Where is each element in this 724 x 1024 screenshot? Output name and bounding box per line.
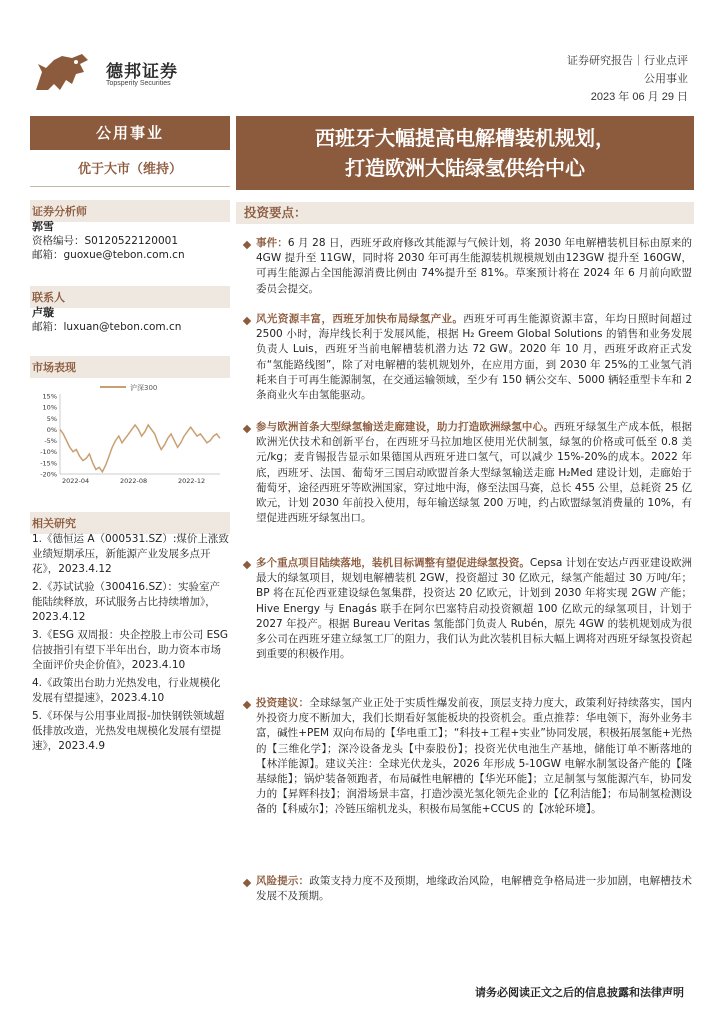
y-tick-label: -5%: [44, 437, 57, 446]
y-tick-label: -15%: [40, 459, 57, 468]
invest-heading: 投资要点：: [236, 202, 694, 224]
para-event: [242, 236, 692, 297]
related-item[interactable]: 2.《苏试试验（300416.SZ）：实验室产能陆续释放，环试服务占比持续增加》，2023.4.12: [32, 581, 221, 623]
x-tick-label: 2022-12: [178, 477, 206, 485]
contact-email[interactable]: 邮箱：luxuan@tebon.com.cn: [32, 321, 182, 333]
company-logo: [32, 50, 232, 96]
para-risk: [242, 874, 692, 904]
legend-label: 沪深300: [130, 384, 158, 392]
y-tick-label: -20%: [40, 470, 57, 479]
para-body: 西班牙绿氢生产成本低，根据欧洲光伏技术和创新平台，在西班牙马拉加地区使用光伏制氢，绿氢的价格或可低至 0.8 美元/kg；麦肯锡报告显示如果德国从西班牙进口氢气，可以减少 15%-20%的成本。2022 年底，西班牙、法国、葡萄牙三国启动欧盟首条大型绿氢输送走廊 H₂Med 建设计划，走廊始于葡萄牙，途径西班牙等欧洲国家，穿过地中海，修至法国马赛，总长 455 公里，总耗资 25 亿欧元，计划 2030 年前投入使用，每年输送绿氢 200 万吨，约占欧盟绿氢消费量的 10%，有望促进西班牙绿氢出口。: [256, 421, 693, 525]
contact-heading: 联系人: [30, 286, 230, 308]
report-meta: [567, 52, 688, 106]
title-line-2: 打造欧洲大陆绿氢供给中心: [345, 156, 585, 180]
para-resources: [242, 312, 692, 403]
analyst-block: [32, 220, 230, 262]
related-item[interactable]: 5.《环保与公用事业周报-加快钢铁领域超低排放改造，光热发电规模化发展有望提速》，2023.4.9: [32, 710, 225, 752]
para-body: Cepsa 计划在安达卢西亚建设欧洲最大的绿氢项目，规划电解槽装机 2GW，投资超过 30 亿欧元，绿氢产能超过 30 万吨/年；BP 将在瓦伦西亚建设绿色氢集群，投资达 20 亿欧元，计划到 2030 年将实现 2GW 产能；Hive Energy 与 Enagás 联手在阿尔巴塞特启动投资额超 100 亿欧元的绿氢项目，计划于 2027 年投产。根据 Bureau Veritas 氢能部门负责人 Rubén，原先 4GW 的装机规划成为很多公司在西班牙建立绿氢工厂的阻力，我们认为此次装机目标大幅上调将对西班牙绿氢投资起到重要的积极作用。: [256, 557, 692, 661]
analyst-cert: 资格编号：S0120522120001: [32, 235, 179, 247]
bull-logo-icon: [32, 50, 94, 96]
para-lead: 风光资源丰富，西班牙加快布局绿氢产业。: [256, 313, 464, 325]
para-advice: [242, 696, 692, 818]
brand-name-en: Topsperity Securities: [106, 80, 171, 87]
related-item[interactable]: 1.《德恒运 A（000531.SZ）:煤价上涨致业绩短期承压，新能源产业发展多点开花》，2023.4.12: [32, 533, 229, 575]
para-body: 政策支持力度不及预期，地缘政治风险，电解槽竞争格局进一步加剧，电解槽技术发展不及预期。: [256, 875, 692, 903]
report-sector: 公用事业: [644, 72, 688, 85]
market-heading: 市场表现: [30, 356, 230, 378]
analyst-name: 郭雪: [32, 220, 54, 233]
market-performance-chart: [30, 382, 230, 492]
brand-name-cn: 德邦证券: [106, 62, 178, 82]
para-projects: [242, 556, 692, 662]
related-heading: 相关研究: [30, 512, 230, 534]
rating: 优于大市（维持）: [77, 162, 182, 177]
para-lead: 投资建议：: [256, 697, 310, 709]
report-type: 证券研究报告｜行业点评: [567, 54, 688, 67]
contact-block: [32, 306, 230, 334]
y-tick-label: -10%: [40, 448, 57, 457]
para-lead: 参与欧洲首条大型绿氢输送走廊建设，助力打造欧洲绿氢中心。: [256, 421, 554, 433]
related-item[interactable]: 4.《政策出台助力光热发电，行业规模化发展有望提速》，2023.4.10: [32, 677, 221, 704]
series-line-hs300: [60, 425, 220, 472]
y-tick-label: 15%: [42, 392, 57, 401]
report-title: [236, 116, 694, 190]
report-date: 2023 年 06 月 29 日: [590, 91, 688, 103]
para-corridor: [242, 420, 692, 526]
disclaimer-footer[interactable]: 请务必阅读正文之后的信息披露和法律声明: [475, 986, 684, 999]
related-item[interactable]: 3.《ESG 双周报：央企控股上市公司 ESG 信披指引有望下半年出台，助力资本市场全面评价央企价值》，2023.4.10: [32, 629, 229, 671]
para-body: 西班牙可再生能源资源丰富，年均日照时间超过 2500 小时，海岸线长利于发展风能，根据 H₂ Greem Global Solutions 的销售和业务发展负责人 Luis，西班牙当前电解槽装机潜力达 72 GW。2020 年 10 月，西班牙政府正式发布“氢能路线图”，除了对电解槽的装机规划外，在应用方面，到 2030 年 25%的工业氢气消耗来自于可再生能源制氢，在交通运输领域，至少有 150 辆公交车、5000 辆轻重型卡车和 2 条商业火车由氢能驱动。: [256, 313, 693, 402]
x-tick-label: 2022-04: [62, 477, 90, 485]
analyst-email[interactable]: 邮箱：guoxue@tebon.com.cn: [32, 249, 185, 261]
para-body: 6 月 28 日，西班牙政府修改其能源与气候计划，将 2030 年电解槽装机目标由原来的 4GW 提升至 11GW，同时将 2030 年可再生能源装机规模规划由123GW 提升至 160GW，可再生能源占全国能源消费比例由 74%提升至 81%。草案预计将在 2024 年 6 月前向欧盟委员会提交。: [256, 237, 692, 295]
title-line-1: 西班牙大幅提高电解槽装机规划，: [315, 126, 615, 150]
para-lead: 多个重点项目陆续落地，装机目标调整有望促进绿氢投资。: [256, 557, 530, 569]
x-tick-label: 2022-08: [120, 477, 148, 485]
y-tick-label: 0%: [46, 425, 57, 434]
y-tick-label: 10%: [42, 403, 57, 412]
contact-name: 卢璇: [32, 306, 54, 319]
y-tick-label: 5%: [46, 414, 57, 423]
sector-band: 公用事业: [30, 116, 230, 150]
analyst-heading: 证券分析师: [30, 200, 230, 222]
divider: [30, 186, 230, 187]
para-lead: 事件：: [256, 237, 288, 249]
para-lead: 风险提示：: [256, 875, 310, 887]
related-list: [32, 532, 230, 757]
para-body: 全球绿氢产业正处于实质性爆发前夜，顶层支持力度大，政策利好持续落实，国内外投资力度不断加大，我们长期看好氢能板块的投资机会。重点推荐：华电领下，海外业务丰富，碱性+PEM 双向布局的【华电重工】；“科技+工程+实业”协同发展，积极拓展氢能+光热的【三维化学】；深冷设备龙头【中泰股份】；投资光伏电池生产基地，储能订单不断落地的【林洋能源】。建议关注：全球光伏龙头，2026 年形成 5-10GW 电解水制氢设备产能的【隆基绿能】；锅炉装备领跑者，布局碱性电解槽的【华光环能】；立足制氢与氢能源汽车，协同发力的【昇辉科技】；润滑场景丰富，打造沙漠光氢化领先企业的【亿利洁能】；布局制氢检测设备的【科威尔】；冷链压缩机龙头，积极布局氢能+CCUS 的【冰轮环境】。: [256, 697, 692, 816]
